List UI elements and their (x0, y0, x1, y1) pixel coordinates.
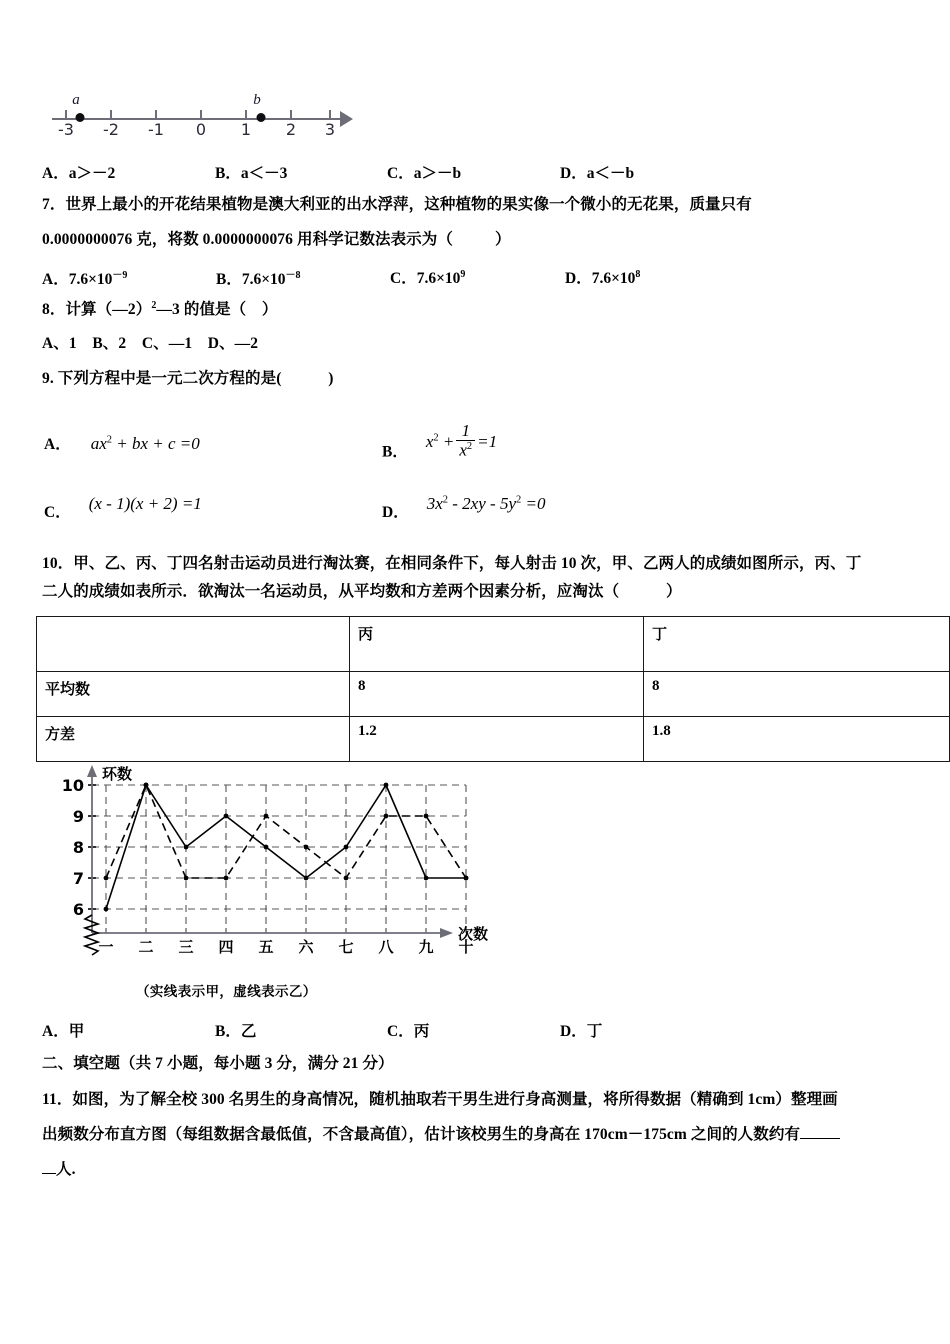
q11-stem-line3-text: 人. (56, 1161, 76, 1178)
q7-stem-line2-text: 0.0000000076 克，将数 0.0000000076 用科学记数法表示为（ (42, 231, 453, 248)
q7-option-d-base: D．7.6×10 (565, 270, 636, 287)
q7-option-a[interactable] (42, 266, 127, 289)
q6-option-a[interactable]: A．a＞－2 (42, 165, 116, 182)
svg-text:7: 7 (72, 869, 84, 888)
q7-option-c[interactable] (390, 266, 465, 288)
number-line-figure (52, 92, 352, 142)
q9-option-a-expression: $ax^2$ + bx + c =0 (90, 434, 200, 453)
q11-answer-blank[interactable] (800, 1138, 840, 1139)
q7-option-d[interactable] (565, 266, 640, 288)
q9-option-c-expression: (x - 1)(x + 2) =1 (88, 494, 202, 513)
svg-text:8: 8 (72, 838, 84, 857)
svg-text:四: 四 (218, 938, 234, 956)
q9-option-d-expression: $3x^2 - 2xy - 5y^2 =0$ (426, 494, 546, 513)
q8-stem-exponent: 2 (151, 300, 157, 311)
number-line-tick (65, 110, 67, 119)
q9-option-b-label: B． (382, 443, 408, 461)
number-line-label: -2 (103, 120, 119, 139)
q7-stem-line2 (42, 232, 922, 248)
svg-text:五: 五 (258, 938, 274, 956)
table-header-bing: 丙 (350, 617, 644, 672)
chart-svg (40, 757, 490, 979)
number-line-tick (329, 110, 331, 119)
q9-option-a-label: A． (44, 436, 71, 453)
point-a-label: a (72, 92, 80, 108)
q9-option-d[interactable] (382, 492, 546, 521)
q6-option-d[interactable]: D．a＜－b (560, 165, 635, 182)
q9-option-c-label: C． (44, 504, 71, 521)
q7-option-c-base: C．7.6×10 (390, 270, 461, 287)
number-line-label: -1 (148, 120, 164, 139)
q10-option-b[interactable]: B．乙 (215, 1023, 257, 1040)
row-label-variance: 方差 (37, 717, 350, 762)
svg-text:环数: 环数 (102, 765, 133, 783)
q9-option-c[interactable] (44, 492, 202, 521)
q7-option-c-exponent: 9 (460, 268, 466, 280)
number-line-label: -3 (58, 120, 74, 139)
number-line-label: 2 (285, 120, 297, 139)
q7-option-a-base: A．7.6×10 (42, 271, 113, 289)
q10-option-a[interactable]: A．甲 (42, 1023, 85, 1040)
svg-text:10: 10 (61, 776, 84, 795)
svg-text:9: 9 (72, 807, 84, 826)
cell-variance-bing: 1.2 (350, 717, 644, 762)
q6-option-c[interactable]: C．a＞－b (387, 165, 462, 182)
number-line-label: 0 (195, 120, 207, 139)
table-header-ding: 丁 (644, 617, 950, 672)
cell-mean-bing: 8 (350, 672, 644, 717)
svg-text:十: 十 (458, 938, 474, 956)
chart-caption: （实线表示甲，虚线表示乙） (136, 984, 317, 999)
q10-option-c[interactable]: C．丙 (387, 1023, 430, 1040)
q9-option-d-label: D． (382, 504, 409, 521)
svg-text:七: 七 (338, 938, 354, 956)
number-line-tick (245, 110, 247, 119)
section-2-heading: 二、填空题（共 7 小题，每小题 3 分，满分 21 分） (42, 1055, 394, 1072)
svg-text:二: 二 (138, 938, 154, 956)
svg-text:八: 八 (378, 938, 394, 956)
number-line-tick (155, 110, 157, 119)
q11-answer-blank-cont[interactable] (42, 1173, 56, 1174)
number-line-tick (290, 110, 292, 119)
table-header-row (37, 617, 950, 672)
q8-stem-post: —3 的值是（ ） (156, 301, 278, 319)
number-line-tick (200, 110, 202, 119)
q10-stem-line2: 二人的成绩如表所示．欲淘汰一名运动员，从平均数和方差两个因素分析，应淘汰（ ） (42, 583, 682, 600)
q8-stem-pre: 8．计算（—2） (42, 301, 152, 319)
statistics-table (36, 616, 950, 762)
point-b-label: b (253, 92, 261, 108)
q11-stem-line2 (42, 1127, 942, 1143)
q8-stem (42, 301, 922, 318)
q11-stem-line1: 11．如图，为了解全校 300 名男生的身高情况，随机抽取若干男生进行身高测量，将所得数据（精确到 1cm）整理画 (42, 1091, 838, 1108)
q10-option-d[interactable]: D．丁 (560, 1023, 603, 1040)
point-b-dot (257, 113, 266, 122)
number-line-label: 3 (324, 120, 336, 139)
q9-option-b-expression: $x^2$ + $\frac{1}{x^2}$ =1 (425, 421, 498, 460)
q11-stem-line3 (42, 1162, 922, 1178)
q7-option-b[interactable] (216, 266, 301, 289)
svg-text:三: 三 (178, 938, 194, 956)
q9-option-b[interactable] (382, 421, 498, 461)
table-row (37, 717, 950, 762)
q7-option-d-exponent: 8 (635, 268, 641, 280)
cell-variance-ding: 1.8 (644, 717, 950, 762)
svg-text:一: 一 (98, 938, 114, 956)
q10-stem-line1: 10．甲、乙、丙、丁四名射击运动员进行淘汰赛，在相同条件下，每人射击 10 次，甲、乙两人的成绩如图所示，丙、丁 (42, 555, 862, 572)
shooting-scores-line-chart (40, 757, 490, 1009)
q7-stem-line2-close: ） (494, 231, 511, 248)
row-label-mean: 平均数 (37, 672, 350, 717)
q7-option-a-exponent: －9 (112, 270, 128, 281)
svg-text:次数: 次数 (458, 925, 489, 943)
number-line-arrow-icon (340, 111, 353, 127)
q9-stem: 9. 下列方程中是一元二次方程的是( ) (42, 370, 334, 387)
q11-stem-line2-text: 出频数分布直方图（每组数据含最低值，不含最高值），估计该校男生的身高在 170cm－175cm 之间的人数约有 (42, 1126, 801, 1143)
svg-text:六: 六 (298, 938, 314, 956)
point-a-dot (76, 113, 85, 122)
svg-text:6: 6 (72, 900, 84, 919)
table-row (37, 672, 950, 717)
cell-mean-ding: 8 (644, 672, 950, 717)
q7-option-b-exponent: －8 (285, 270, 301, 281)
q6-option-b[interactable]: B．a＜－3 (215, 165, 288, 182)
q7-stem-line1: 7．世界上最小的开花结果植物是澳大利亚的出水浮萍，这种植物的果实像一个微小的无花果，质量只有 (42, 196, 752, 213)
number-line-label: 1 (240, 120, 252, 139)
table-header-blank (37, 617, 350, 672)
q9-option-a[interactable] (44, 432, 200, 454)
q7-option-b-base: B．7.6×10 (216, 271, 286, 289)
q8-options[interactable]: A、1 B、2 C、—1 D、—2 (42, 335, 259, 352)
svg-text:九: 九 (418, 938, 434, 956)
number-line-tick (110, 110, 112, 119)
